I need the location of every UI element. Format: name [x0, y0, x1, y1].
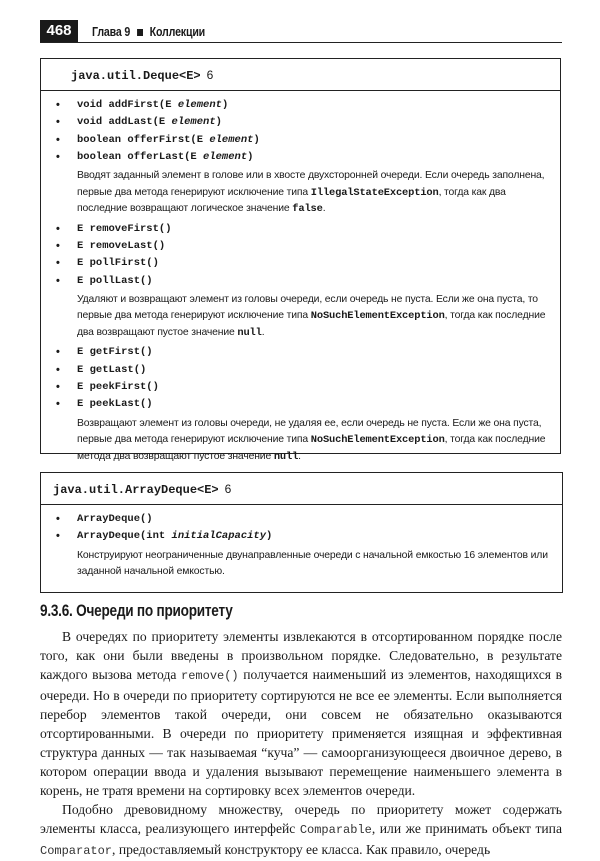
method-signature: • E removeLast(): [53, 238, 548, 255]
api-box-arraydeque: [40, 472, 563, 593]
paragraph: Подобно древовидному множеству, очередь по приоритету может содержать элементы класса, реализующего интерфейс Comparable, или же принимать объект типа Comparator, предоставляемый конструктору ее класса. Как правило, очередь: [40, 802, 562, 858]
method-signature: • ArrayDeque(): [53, 511, 550, 528]
api-title: [41, 473, 562, 505]
square-bullet-icon: [137, 29, 143, 36]
method-description: Вводят заданный элемент в голове или в хвосте двухсторонней очереди. Если очередь заполнена, первые два метода генерируют исключение типа IllegalStateException, тогда как два последние возвращают логическое значение false.: [77, 170, 545, 216]
method-description: Конструируют неограниченные двунаправленные очереди с начальной емкостью 16 элементов или заданной начальной емкостью.: [77, 549, 548, 578]
method-signature: • void addLast(E element): [53, 114, 548, 131]
api-title: [41, 59, 560, 91]
version: 6: [206, 68, 214, 82]
method-signature: • void addFirst(E element): [53, 97, 548, 114]
paragraph: В очередях по приоритету элементы извлекаются в отсортированном порядке после того, как они были введены в произвольном порядке. Следовательно, в результате каждого вызова метода remove() получается наименьший из элементов, находящихся в очереди. Но в очереди по приоритету сортируются не все ее элементы. Если выполняется перебор элементов такой очереди, они совсем не обязательно оказываются отсортированными. В очереди по приоритету применяется изящная и эффективная структура данных — так называемая “куча” — самоорганизующееся двоичное дерево, в котором операции ввода и удаления вызывают перемещение наименьшего элемента в корень, не тратя времени на сортировку всех элементов очереди.: [40, 629, 562, 798]
method-signature: • E pollLast(): [53, 273, 548, 290]
method-signature: • boolean offerFirst(E element): [53, 132, 548, 149]
api-box-deque: [40, 58, 561, 463]
method-description: Возвращают элемент из головы очереди, не удаляя ее, если очередь не пуста. Если же она пуста, первые два метода генерируют исключение типа NoSuchElementException, тогда как последние метода два возвращают пустое значение null.: [77, 417, 546, 463]
class-name: java.util.ArrayDeque<E>: [53, 483, 219, 497]
method-signature: • E removeFirst(): [53, 221, 548, 238]
method-signature: • boolean offerLast(E element): [53, 149, 548, 166]
chapter-title: [92, 20, 205, 42]
chapter-name: Коллекции: [149, 25, 206, 39]
method-signature: • E peekFirst(): [53, 379, 548, 396]
method-signature: • E getLast(): [53, 362, 548, 379]
version: 6: [224, 482, 232, 496]
page-number: 468: [40, 20, 78, 42]
chapter-label: Глава 9: [92, 25, 131, 39]
body-text: [40, 627, 562, 861]
method-signature: • E pollFirst(): [53, 255, 548, 272]
method-description: Удаляют и возвращают элемент из головы очереди, если очередь не пуста. Если же она пуста, то первые два метода генерируют исключение типа NoSuchElementException, тогда как последние два возвращают пустое значение null.: [77, 293, 546, 339]
method-signature: • E getFirst(): [53, 344, 548, 361]
method-signature: • E peekLast(): [53, 396, 548, 413]
section-heading: 9.3.6. Очереди по приоритету: [40, 601, 233, 620]
class-name: java.util.Deque<E>: [71, 69, 201, 83]
running-header: [40, 20, 562, 43]
method-signature: • ArrayDeque(int initialCapacity): [53, 528, 550, 545]
